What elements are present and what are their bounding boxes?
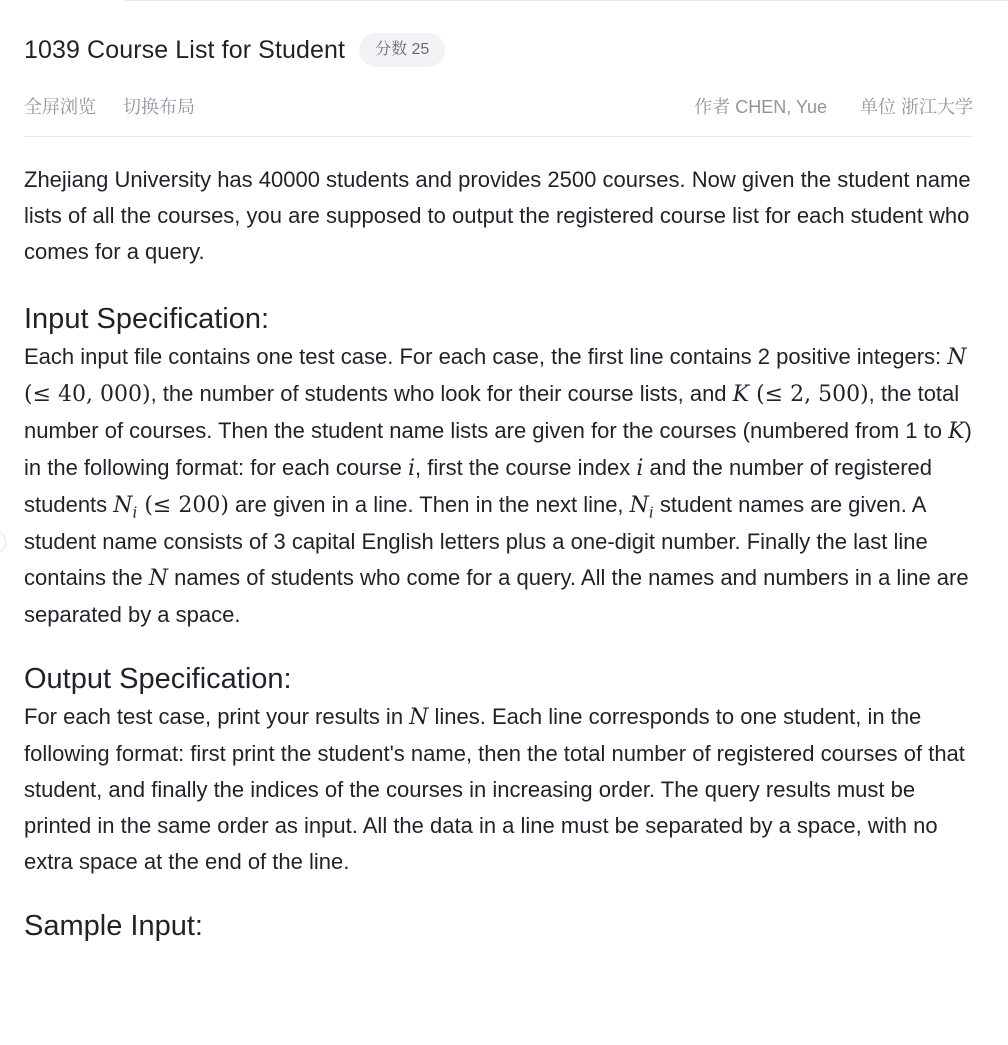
switch-layout-button[interactable]: 切换布局 <box>123 97 196 117</box>
math-bound: (≤ 2, 500) <box>749 382 869 407</box>
text-span: student names are given. A student name consists of 3 capital English letters plus a one-digit number. Finally the last line contains the <box>24 492 928 590</box>
score-badge: 分数 25 <box>359 33 445 67</box>
text-span: and the number of registered students <box>24 455 933 517</box>
math-bound: (≤ 40, 000) <box>24 382 151 407</box>
problem-title: 1039 Course List for Student <box>24 35 346 64</box>
author-label: 作者 <box>694 97 731 117</box>
math-bound: (≤ 200) <box>137 493 229 518</box>
fullscreen-button[interactable]: 全屏浏览 <box>24 97 96 117</box>
meta-row <box>24 92 973 120</box>
input-spec-heading: Input Specification: <box>24 303 270 335</box>
side-handle[interactable] <box>0 531 6 553</box>
text-span: ) in the following format: for each course <box>24 418 972 480</box>
problem-meta <box>666 93 973 119</box>
org-info <box>860 97 973 117</box>
math-var: N <box>113 493 133 518</box>
math-sub: i <box>132 503 138 522</box>
math-var: K <box>732 382 750 407</box>
sample-input-heading: Sample Input: <box>24 910 203 942</box>
math-var: i <box>636 456 644 481</box>
text-span: names of students who come for a query. All the names and numbers in a line are separated by a space. <box>24 565 969 627</box>
text-span: For each test case, print your results in <box>24 704 410 729</box>
math-sub: i <box>648 503 654 522</box>
output-spec-heading: Output Specification: <box>24 663 292 695</box>
view-toolbar <box>24 93 217 119</box>
title-row <box>24 30 973 70</box>
intro-paragraph: Zhejiang University has 40000 students and provides 2500 courses. Now given the student name lists of all the courses, you are supposed to output the registered course list for each student who comes for a query. <box>24 167 971 264</box>
org-name: 浙江大学 <box>901 97 973 117</box>
math-var: K <box>948 419 965 444</box>
problem-header <box>24 30 973 117</box>
math-var: i <box>407 456 416 481</box>
math-var: N <box>148 566 168 591</box>
header-divider <box>24 136 973 137</box>
author-name: CHEN, Yue <box>735 97 827 117</box>
problem-description <box>24 162 976 946</box>
text-span: are given in a line. Then in the next line, <box>228 492 630 517</box>
org-label: 单位 <box>859 97 896 117</box>
output-spec-paragraph <box>24 699 976 880</box>
text-span: , first the course index <box>415 455 637 480</box>
author-info <box>694 97 827 117</box>
text-span: Each input file contains one test case. For each case, the first line contains 2 positive integers: <box>24 344 948 369</box>
text-span: , the total number of courses. Then the student name lists are given for the courses (numbered from 1 to <box>24 381 960 443</box>
math-var: N <box>629 493 649 518</box>
math-var: N <box>409 705 429 730</box>
top-rule <box>125 0 1008 1</box>
math-var: N <box>947 345 967 370</box>
text-span: , the number of students who look for their course lists, and <box>150 381 733 406</box>
text-span: lines. Each line corresponds to one student, in the following format: first print the student's name, then the total number of registered courses of that student, and finally the indices of the courses in increasing order. The query results must be printed in the same order as input. All the data in a line must be separated by a space, with no extra space at the end of the line. <box>24 704 965 874</box>
input-spec-paragraph <box>24 339 976 633</box>
